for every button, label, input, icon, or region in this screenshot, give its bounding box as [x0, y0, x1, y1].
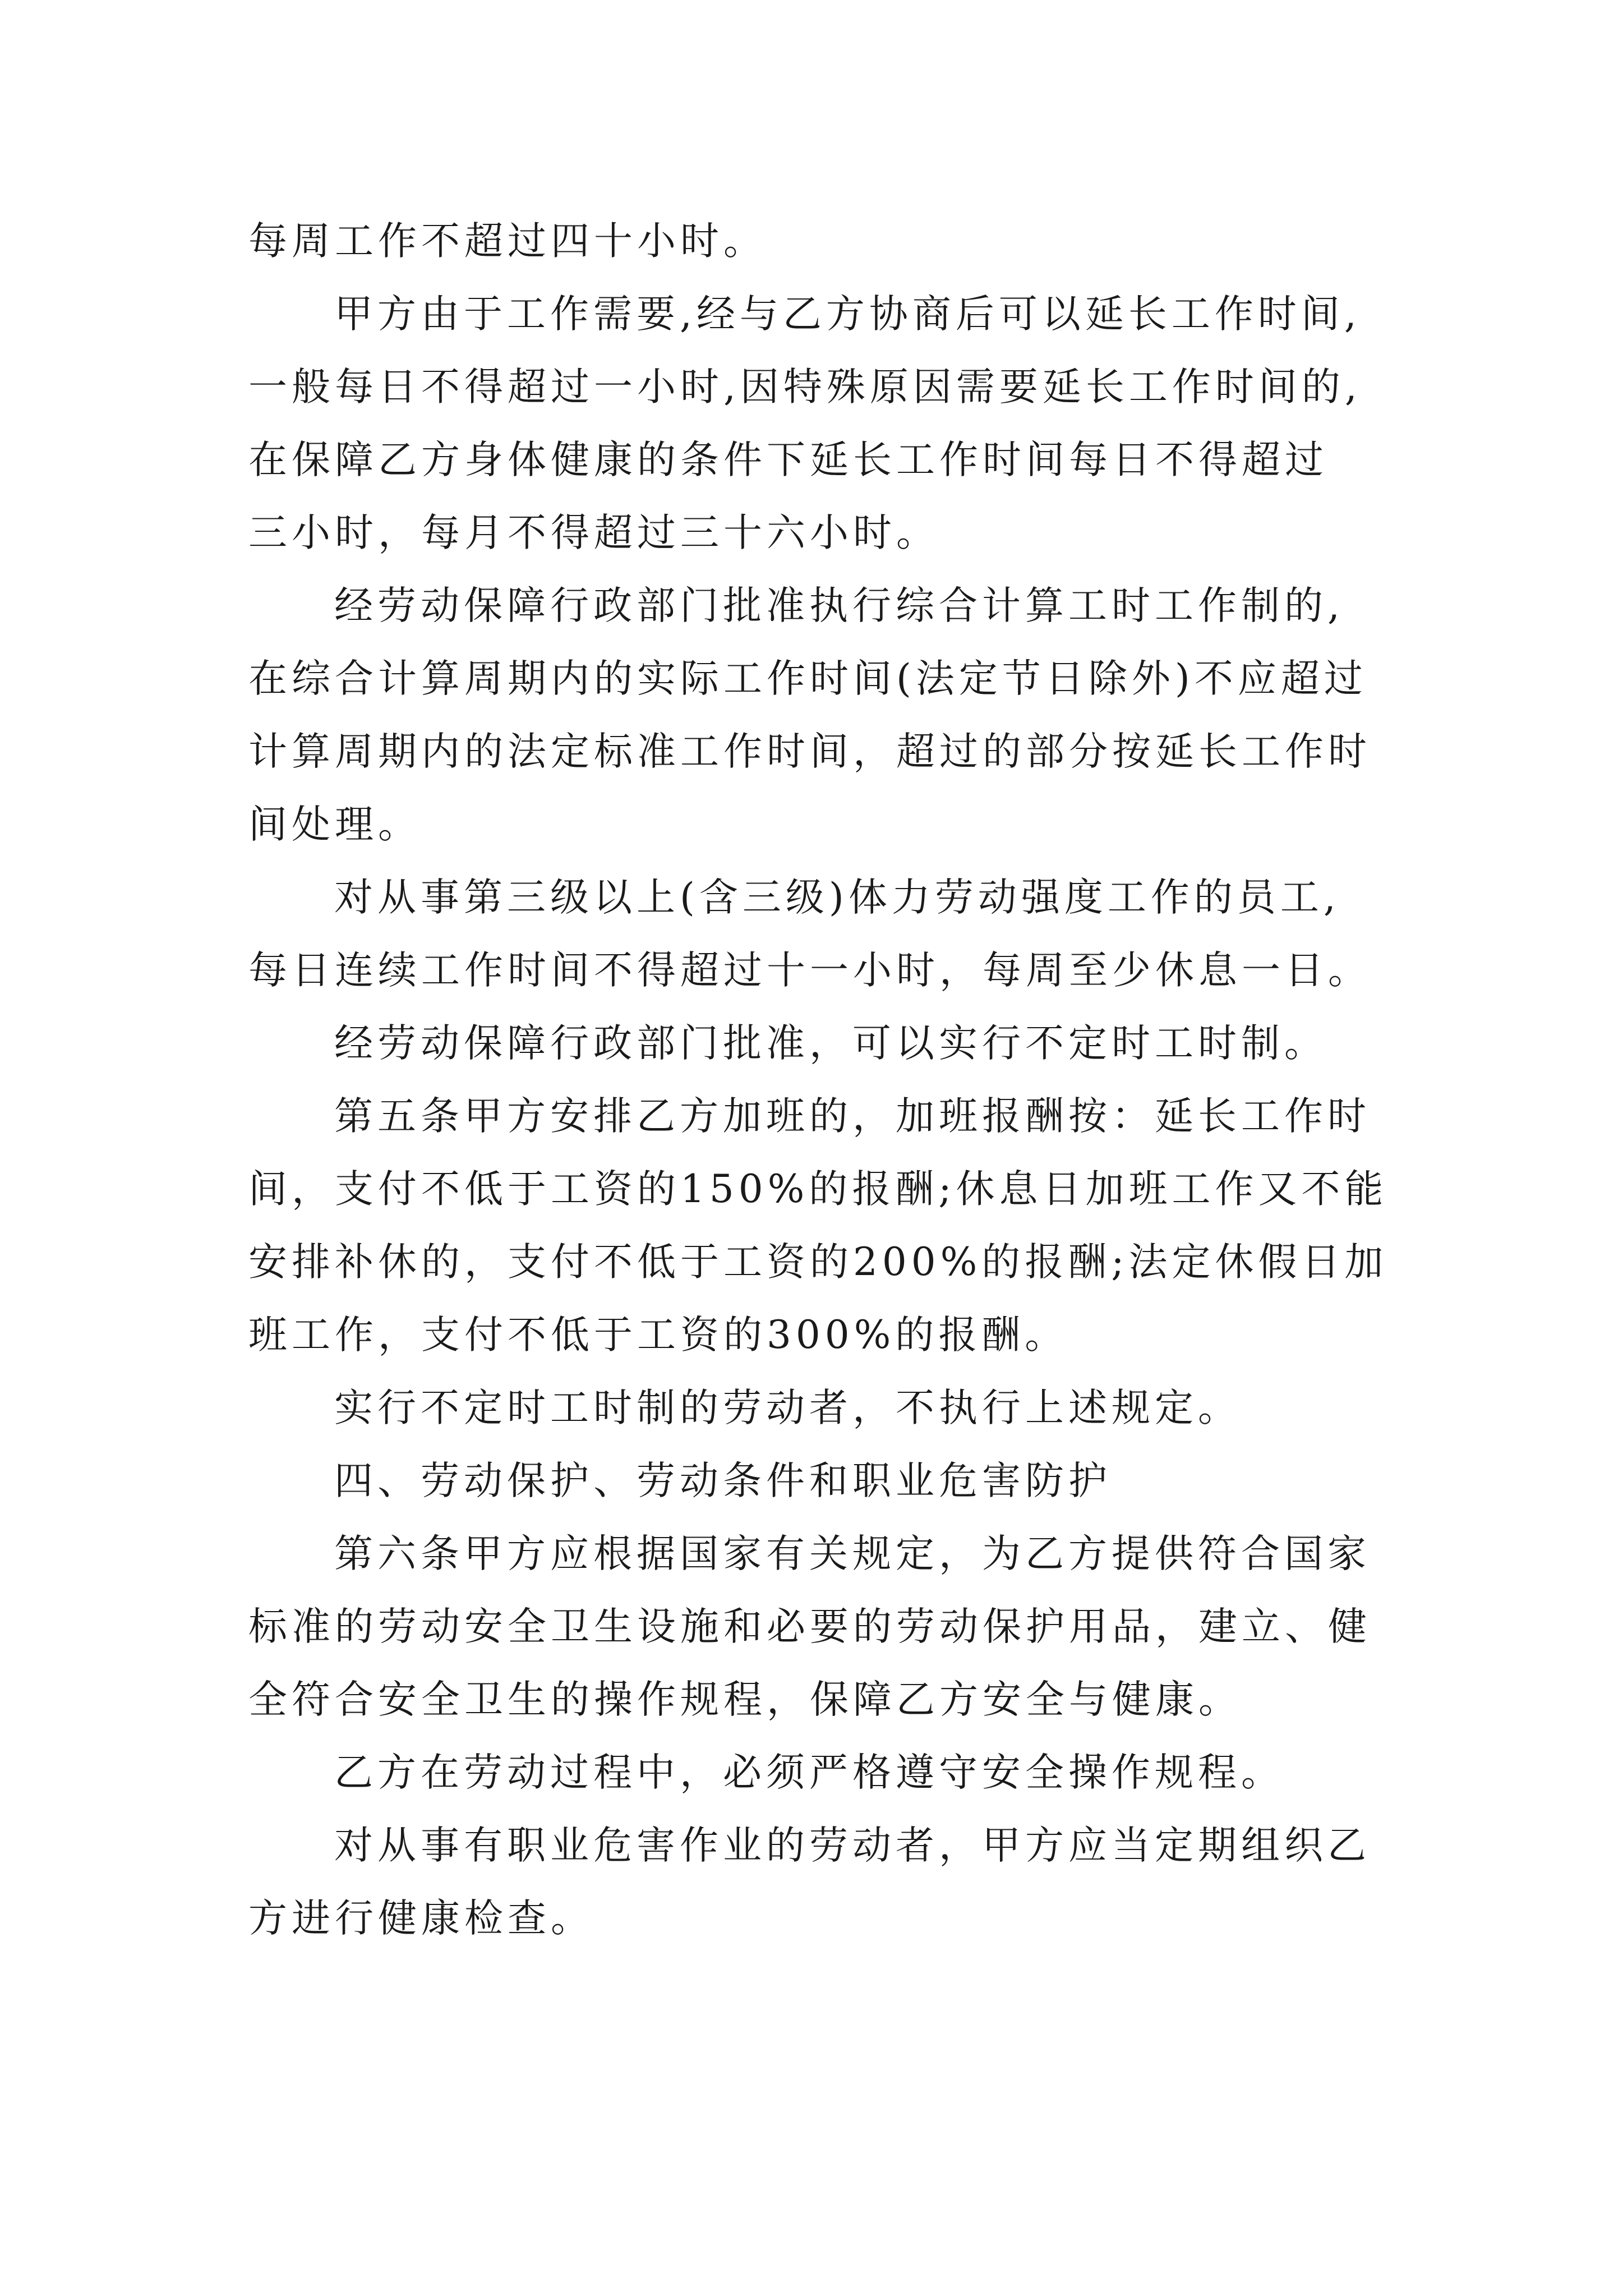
document-body	[248, 205, 1443, 1955]
text-line: 经劳动保障行政部门批准，可以实行不定时工时制。	[334, 1021, 1327, 1066]
text-line: 甲方由于工作需要,经与乙方协商后可以延长工作时间,	[334, 292, 1361, 337]
text-line: 间处理。	[248, 802, 421, 847]
text-line: 安排补休的，支付不低于工资的200%的报酬;法定休假日加	[248, 1240, 1388, 1285]
text-line: 经劳动保障行政部门批准执行综合计算工时工作制的,	[334, 583, 1344, 628]
text-line: 对从事有职业危害作业的劳动者，甲方应当定期组织乙	[334, 1823, 1371, 1868]
text-line: 在综合计算周期内的实际工作时间(法定节日除外)不应超过	[248, 656, 1367, 701]
text-line: 对从事第三级以上(含三级)体力劳动强度工作的员工,	[334, 875, 1340, 920]
text-line: 间，支付不低于工资的150%的报酬;休息日加班工作又不能	[248, 1167, 1388, 1212]
text-line: 全符合安全卫生的操作规程，保障乙方安全与健康。	[248, 1677, 1242, 1722]
text-line: 四、劳动保护、劳动条件和职业危害防护	[334, 1458, 1112, 1503]
text-line: 方进行健康检查。	[248, 1896, 594, 1941]
text-line: 一般每日不得超过一小时,因特殊原因需要延长工作时间的,	[248, 365, 1362, 409]
text-line: 第六条甲方应根据国家有关规定，为乙方提供符合国家	[334, 1531, 1371, 1576]
text-line: 第五条甲方安排乙方加班的，加班报酬按：延长工作时	[334, 1094, 1371, 1139]
text-line: 班工作，支付不低于工资的300%的报酬。	[248, 1313, 1068, 1358]
text-line: 每周工作不超过四十小时。	[248, 219, 767, 264]
text-line: 标准的劳动安全卫生设施和必要的劳动保护用品，建立、健	[248, 1604, 1371, 1649]
text-line: 三小时，每月不得超过三十六小时。	[248, 510, 939, 555]
text-line: 每日连续工作时间不得超过十一小时，每周至少休息一日。	[248, 948, 1371, 993]
text-line: 乙方在劳动过程中，必须严格遵守安全操作规程。	[334, 1750, 1284, 1795]
text-line: 实行不定时工时制的劳动者，不执行上述规定。	[334, 1386, 1241, 1430]
text-line: 计算周期内的法定标准工作时间，超过的部分按延长工作时	[248, 729, 1371, 774]
text-line: 在保障乙方身体健康的条件下延长工作时间每日不得超过	[248, 438, 1328, 482]
